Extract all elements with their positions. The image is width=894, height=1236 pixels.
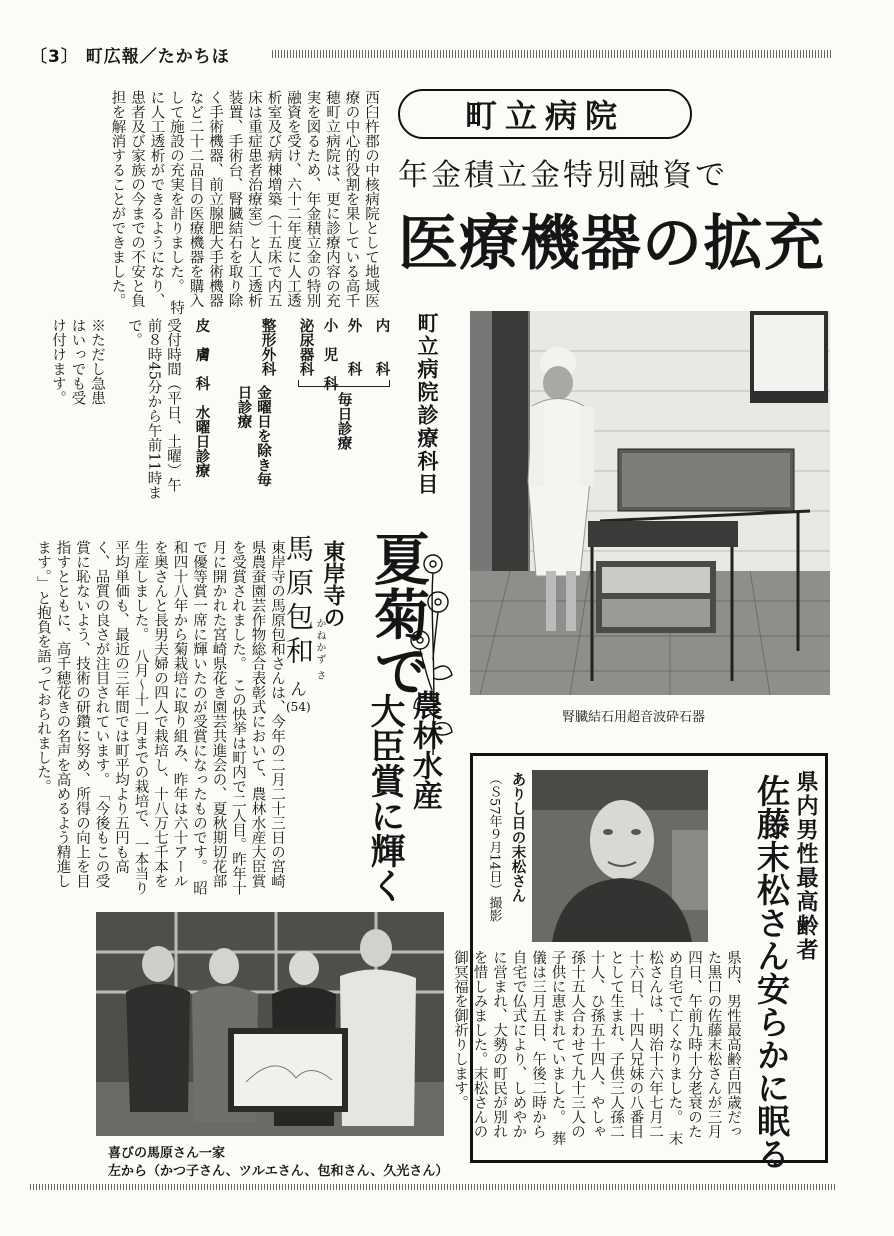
honoree-name-suffix: ん <box>286 680 306 697</box>
family-photo-caption-2: 左から（かつ子さん、ツルエさん、包和さん、久光さん） <box>108 1164 449 1179</box>
dept-surgery: 外 科 <box>345 318 363 376</box>
chrysanthemum-title-2: 農林水産 <box>407 690 442 810</box>
dept-orthopedics-note: 金曜日を除き毎日診療 <box>235 385 272 487</box>
dept-bracket <box>298 380 390 387</box>
elder-title-2: 佐藤末松さん安らかに眠る <box>752 774 791 1170</box>
hospital-body: 西臼杵郡の中核病院として地域医療の中心的役割を果している高千穂町立病院は、更に診療内容の充実を図るため、年金積立金の特別融資を受け、六十二年度に人工透析室及び病棟増築（十五床で内五床は重症患者治療室）と人工透析装置、手術台、腎臓結石を取り除く手術機器、前立腺肥大手術機器など二十二品目の医療機器を購入して施設の充実を計りました。 特に人工透析ができるようになり、患者及び家族の今までの不安と負担を解消することができました。 <box>109 90 379 315</box>
dept-dermatology-note: 水曜日診療 <box>193 405 211 478</box>
departments-title: 町立病院診療科目 <box>415 312 439 496</box>
dept-dermatology: 皮 膚 科 <box>193 318 211 391</box>
honoree-name-ruby-2: さ <box>314 670 325 680</box>
honoree-name: 馬原包和 <box>282 534 315 670</box>
hospital-subtitle: 年金積立金特別融資で <box>398 158 728 193</box>
footer-rule <box>30 1184 836 1190</box>
dept-daily: 毎日診療 <box>335 392 353 450</box>
lithotripter-photo <box>470 311 830 695</box>
elder-photo-date: （Ｓ57年９月14日）撮影 <box>486 772 502 923</box>
chrysanthemum-title-3: 大臣賞に輝く <box>365 693 405 903</box>
emergency-note: ※ただし急患はいっでも受け付けます。 <box>50 318 105 405</box>
chrysanthemum-illustration <box>408 550 458 760</box>
family-photo-caption-1: 喜びの馬原さん一家 <box>108 1146 226 1161</box>
chrysanthemum-big-title: 夏菊で <box>365 530 431 698</box>
dept-orthopedics: 整形外科 <box>259 318 277 376</box>
elder-photo-caption: ありし日の末松さん <box>509 772 527 903</box>
honoree-place: 東岸寺の <box>320 540 346 628</box>
elder-title-1: 県内男性最高齢者 <box>793 770 818 962</box>
lithotripter-caption: 腎臓結石用超音波砕石器 <box>562 710 706 725</box>
hospital-title: 医療機器の拡充 <box>398 209 825 279</box>
elder-body: 県内、男性最高齢百四歳だった黒口の佐藤末松さんが三月四日、午前九時十分老衰のため自宅で亡くなりました。 末松さんは、明治十六年七月二十六日、十四人兄妹の八番目として生まれ、子供三人孫二十人、ひ孫五十四人、やしゃ孫十五人合わせて九十三人の子供に恵まれていました。 葬儀は三月五日、午後二時から自宅で仏式により、しめやかに営まれ、大勢の町民が別れを惜しみました。末松さんの御冥福を御祈りします。 <box>452 950 741 1146</box>
elder-photo <box>532 770 708 942</box>
dept-internal: 内 科 <box>373 318 391 376</box>
chrysanthemum-body: 東岸寺の馬原包和さんは、今年の二月二十三日の宮崎県農蚕園芸作物総合表彰式において、農林水産大臣賞を受賞されました。 この快挙は町内で二人目。昨年十月に開かれた宮崎県花き園芸共進会の、夏秋期切花部で優等賞一席に輝いたのが受賞になったものです。 昭和四十八年から菊栽培に取り組み、昨年は六十アールを奥さんと長男夫婦の四人で栽培し、十八万七千本を生産しました。 八月～十一月までの栽培で、一本当り平均単価も、最近の三年間では町平均より五円も高く、品質の良さが注目されています。 「今後もこの受賞に恥ないよう、技術の研鑽に努め、所得の向上を目指すとともに、高千穂花きの名声を高めるよう精進します。」と抱負を語っておられました。 <box>35 540 285 896</box>
elder-body-top <box>714 770 748 935</box>
honoree-age: (54) <box>286 700 311 714</box>
dept-pediatrics: 小 児 科 <box>321 318 339 391</box>
honoree-name-ruby: かねかず <box>314 618 325 666</box>
header-rule <box>272 50 832 58</box>
hospital-badge: 町立病院 <box>398 89 692 139</box>
dept-urology: 泌尿器科 <box>297 318 315 376</box>
reception-hours: 受付時間（平日、土曜）午前８時45分から午前11時まで。 <box>126 318 181 500</box>
page-header: 〔3〕 町広報／たかちほ <box>30 47 230 67</box>
chrysanthemum-body-cont <box>58 918 92 1118</box>
family-photo <box>96 912 444 1136</box>
